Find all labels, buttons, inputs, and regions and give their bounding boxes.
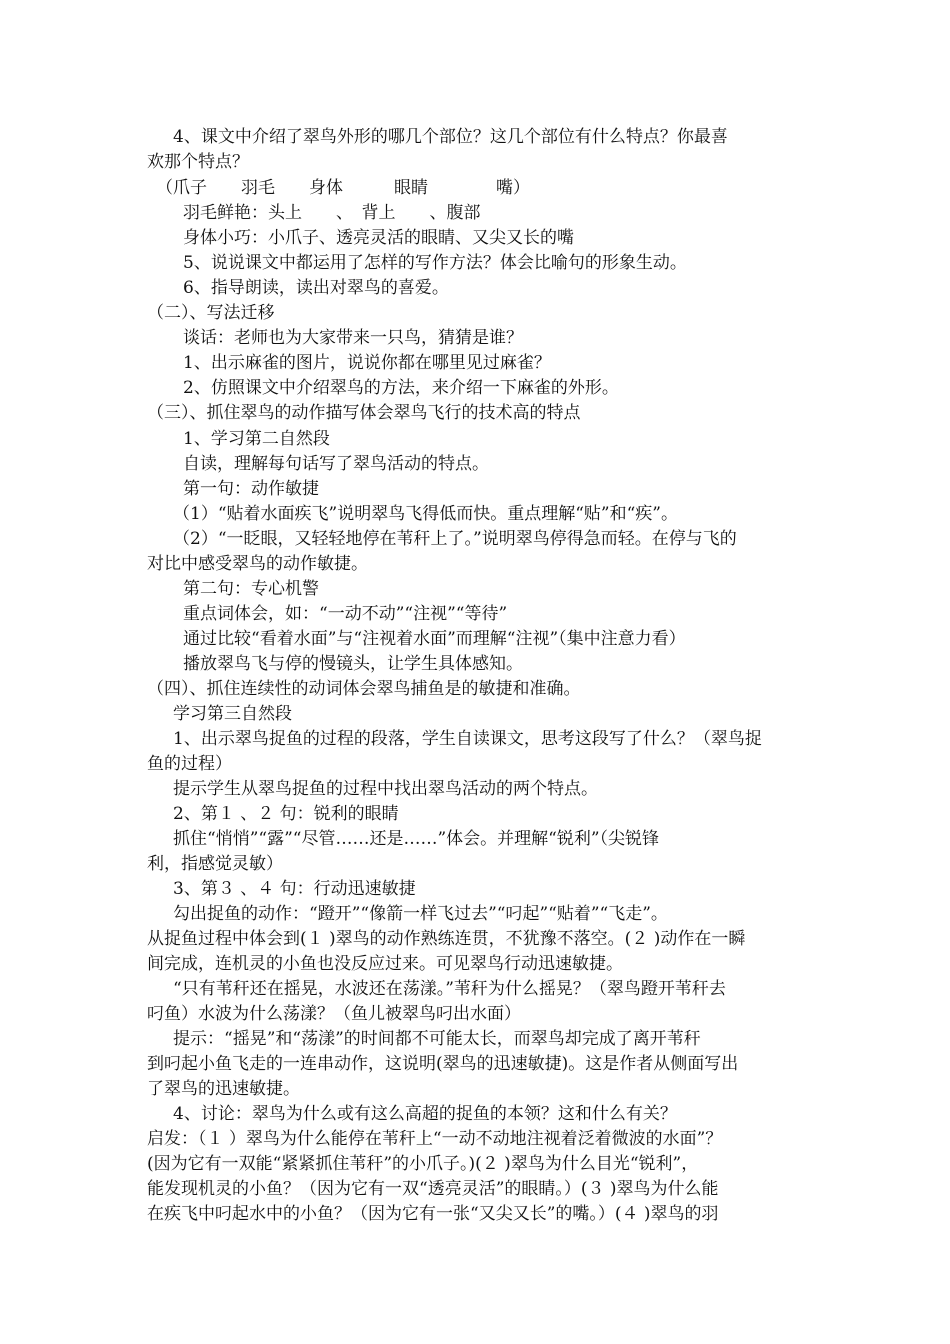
text-line: 启发：（１ ）翠鸟为什么能停在苇秆上“一动不动地注视着泛着微波的水面”？: [147, 1129, 723, 1149]
text-line: 第二句：专心机警: [183, 579, 319, 599]
text-line: 谈话：老师也为大家带来一只鸟，猜猜是谁？: [183, 328, 523, 348]
section-heading: （四）、抓住连续性的动词体会翠鸟捕鱼是的敏捷和准确。: [147, 679, 581, 699]
text-line: 利，指感觉灵敏）: [147, 854, 283, 874]
text-line: 2、仿照课文中介绍翠鸟的方法，来介绍一下麻雀的外形。: [183, 378, 619, 398]
text-line: 欢那个特点？: [147, 152, 249, 172]
text-line: 6、指导朗读，读出对翠鸟的喜爱。: [183, 278, 449, 298]
text-line: 重点词体会，如：“一动不动”“注视”“等待”: [183, 604, 508, 624]
section-heading: （三）、抓住翠鸟的动作描写体会翠鸟飞行的技术高的特点: [147, 403, 581, 423]
text-line: 5、说说课文中都运用了怎样的写作方法？体会比喻句的形象生动。: [183, 253, 687, 273]
section-heading: （二）、写法迁移: [147, 303, 275, 323]
text-line: 抓住“悄悄”“露”“尽管……还是……”体会。并理解“锐利”（尖锐锋: [173, 829, 660, 849]
text-line: 1、出示翠鸟捉鱼的过程的段落，学生自读课文，思考这段写了什么？（翠鸟捉: [173, 729, 762, 749]
text-line: (因为它有一双能“紧紧抓住苇秆”的小爪子。)(２ )翠鸟为什么目光“锐利”，: [147, 1154, 699, 1174]
text-line: 到叼起小鱼飞走的一连串动作，这说明(翠鸟的迅速敏捷)。这是作者从侧面写出: [147, 1054, 739, 1074]
text-line: 从捉鱼过程中体会到(１ )翠鸟的动作熟练连贯，不犹豫不落空。(２ )动作在一瞬: [147, 929, 746, 949]
text-line: 4、课文中介绍了翠鸟外形的哪几个部位？这几个部位有什么特点？你最喜: [173, 127, 728, 147]
text-line: 对比中感受翠鸟的动作敏捷。: [147, 554, 368, 574]
text-line: 3、第３ 、４ 句：行动迅速敏捷: [173, 879, 416, 899]
text-line: 能发现机灵的小鱼？（因为它有一双“透亮灵活”的眼睛。）(３ )翠鸟为什么能: [147, 1179, 719, 1199]
text-line: 第一句：动作敏捷: [183, 479, 319, 499]
text-line: （爪子 羽毛 身体 眼睛 嘴）: [156, 178, 530, 198]
text-line: 勾出捉鱼的动作：“蹬开”“像箭一样飞过去”“叼起”“贴着”“飞走”。: [173, 904, 668, 924]
text-line: 间完成，连机灵的小鱼也没反应过来。可见翠鸟行动迅速敏捷。: [147, 954, 623, 974]
text-line: “只有苇秆还在摇晃，水波还在荡漾。”苇秆为什么摇晃？（翠鸟蹬开苇秆去: [173, 979, 726, 999]
text-line: 身体小巧：小爪子、透亮灵活的眼睛、又尖又长的嘴: [183, 228, 574, 248]
text-line: 通过比较“看着水面”与“注视着水面”而理解“注视”（集中注意力看）: [183, 629, 686, 649]
text-line: 羽毛鲜艳：头上 、 背上 、腹部: [183, 203, 481, 223]
text-line: 4、讨论：翠鸟为什么或有这么高超的捉鱼的本领？这和什么有关？: [173, 1104, 677, 1124]
text-line: 在疾飞中叼起水中的小鱼？（因为它有一张“又尖又长”的嘴。）(４ )翠鸟的羽: [147, 1204, 719, 1224]
text-line: （1）“贴着水面疾飞”说明翠鸟飞得低而快。重点理解“贴”和“疾”。: [173, 504, 678, 524]
text-line: 播放翠鸟飞与停的慢镜头，让学生具体感知。: [183, 654, 523, 674]
text-line: 自读，理解每句话写了翠鸟活动的特点。: [183, 454, 489, 474]
text-line: 2、第１ 、２ 句：锐利的眼睛: [173, 804, 399, 824]
text-line: 1、学习第二自然段: [183, 429, 330, 449]
text-line: 鱼的过程）: [147, 754, 232, 774]
text-line: （2）“一眨眼，又轻轻地停在苇秆上了。”说明翠鸟停得急而轻。在停与飞的: [173, 529, 737, 549]
text-line: 提示：“摇晃”和“荡漾”的时间都不可能太长，而翠鸟却完成了离开苇秆: [173, 1029, 701, 1049]
text-line: 叼鱼）水波为什么荡漾？（鱼儿被翠鸟叼出水面）: [147, 1004, 521, 1024]
text-line: 学习第三自然段: [173, 704, 292, 724]
text-line: 了翠鸟的迅速敏捷。: [147, 1079, 300, 1099]
text-line: 提示学生从翠鸟捉鱼的过程中找出翠鸟活动的两个特点。: [173, 779, 598, 799]
text-line: 1、出示麻雀的图片，说说你都在哪里见过麻雀？: [183, 353, 551, 373]
